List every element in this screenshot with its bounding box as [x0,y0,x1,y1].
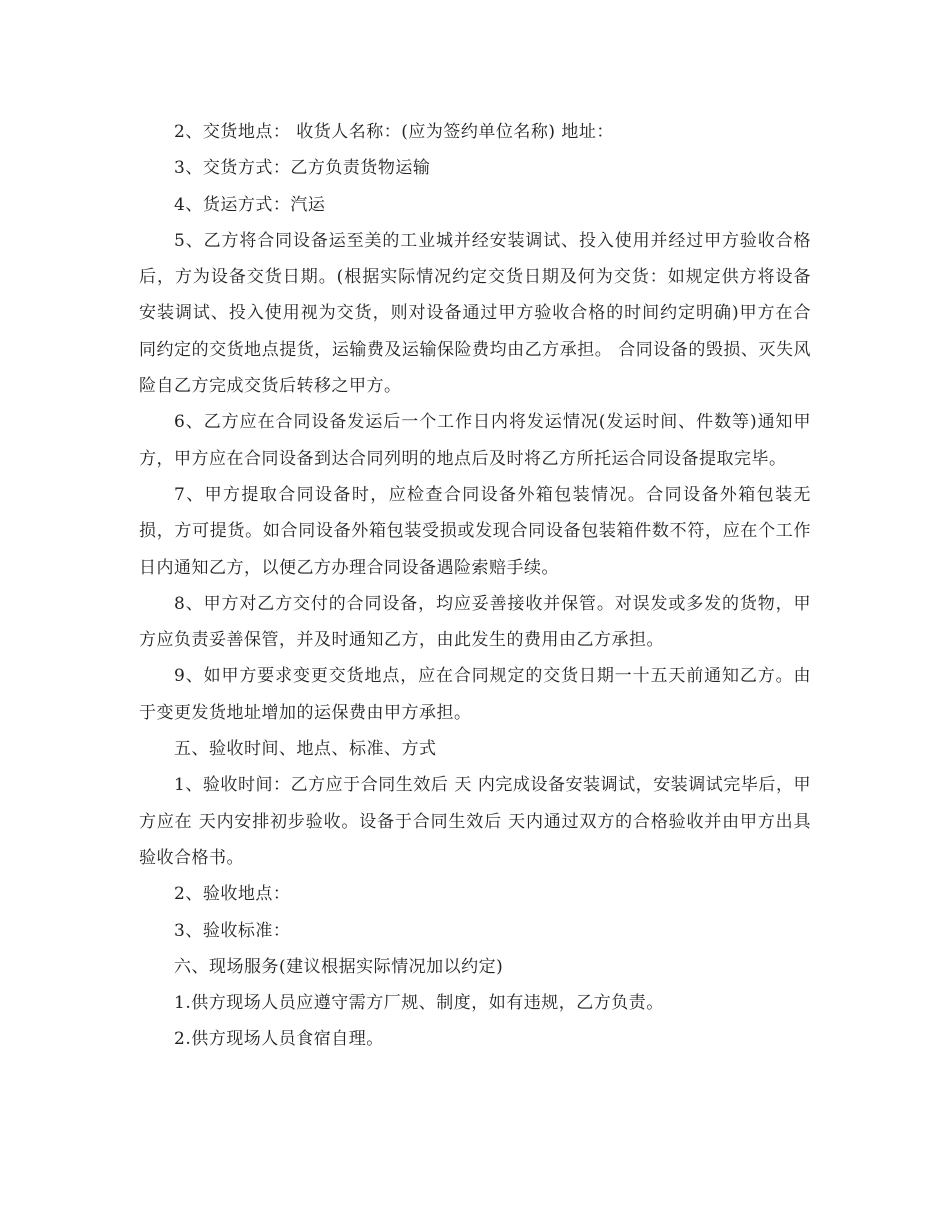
paragraph-onsite-lodging: 2.供方现场人员食宿自理。 [174,1029,384,1050]
paragraph-acceptance-standard: 3、验收标准： [174,920,291,941]
paragraph-delivery-location: 2、交货地点： 收货人名称：(应为签约单位名称) 地址： [174,122,614,142]
paragraph-acceptance-time: 1、验收时间：乙方应于合同生效后 天 内完成设备安装调试，安装调试完毕后，甲方应在 天内安排初步验收。设备于合同生效后 天内通过双方的合格验收并由甲方出具验收合格书。 [139,775,811,868]
section-heading-acceptance: 五、验收时间、地点、标准、方式 [174,739,437,760]
paragraph-location-change: 9、如甲方要求变更交货地点，应在合同规定的交货日期一十五天前通知乙方。由于变更发货地址增加的运保费由甲方承担。 [139,666,811,723]
paragraph-onsite-rules: 1.供方现场人员应遵守需方厂规、制度，如有违规，乙方负责。 [174,993,664,1014]
document-page [139,114,811,1058]
paragraph-acceptance-location: 2、验收地点： [174,884,291,905]
paragraph-transport-mode: 4、货运方式：汽运 [174,194,326,215]
paragraph-delivery-method: 3、交货方式：乙方负责货物运输 [174,158,431,179]
paragraph-custody: 8、甲方对乙方交付的合同设备，均应妥善接收并保管。对误发或多发的货物，甲方应负责妥善保管，并及时通知乙方，由此发生的费用由乙方承担。 [139,593,811,651]
section-heading-onsite-service: 六、现场服务(建议根据实际情况加以约定) [174,956,504,977]
paragraph-delivery-date: 5、乙方将合同设备运至美的工业城并经安装调试、投入使用并经过甲方验收合格后，方为设备交货日期。(根据实际情况约定交货日期及何为交货：如规定供方将设备安装调试、投入使用视为交货，则对设备通过甲方验收合格的时间约定明确)甲方在合同约定的交货地点提货，运输费及运输保险费均由乙方承担。 合同设备的毁损、灭失风险自乙方完成交货后转移之甲方。 [139,230,811,397]
paragraph-package-inspection: 7、甲方提取合同设备时，应检查合同设备外箱包装情况。合同设备外箱包装无损，方可提货。如合同设备外箱包装受损或发现合同设备包装箱件数不符，应在个工作日内通知乙方，以便乙方办理合同设备遇险索赔手续。 [139,484,811,578]
paragraph-shipping-notice: 6、乙方应在合同设备发运后一个工作日内将发运情况(发运时间、件数等)通知甲方，甲方应在合同设备到达合同列明的地点后及时将乙方所托运合同设备提取完毕。 [139,412,811,469]
